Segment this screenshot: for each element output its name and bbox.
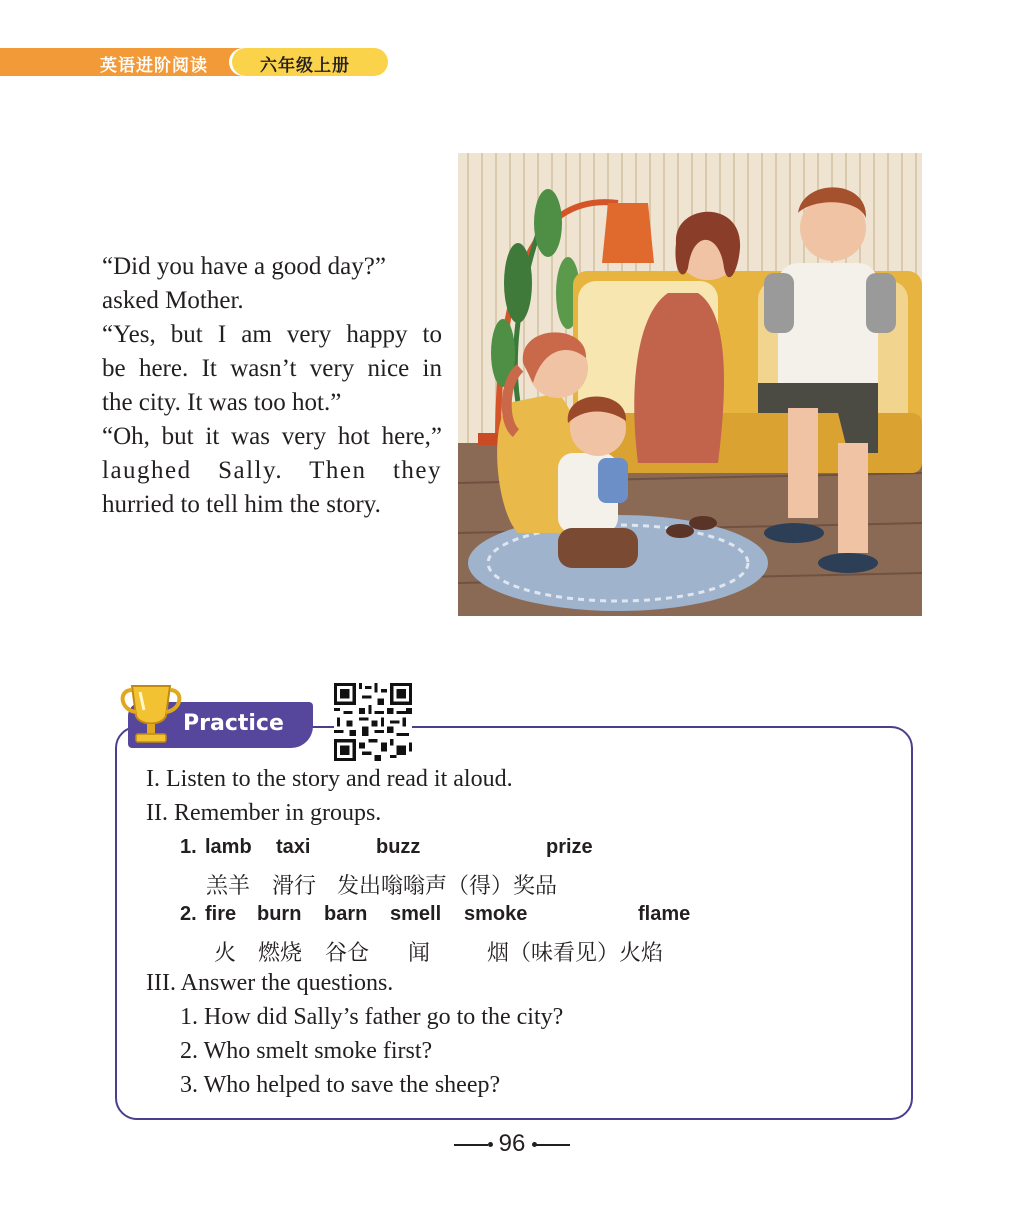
- story-line: “Oh, but it was very hot here,”: [102, 423, 442, 450]
- vocab-meaning: 发出嗡嗡声（得）奖品: [337, 874, 558, 899]
- question-item: 1. How did Sally’s father go to the city?: [180, 1004, 564, 1030]
- vocab-meaning: 烟（味看见）火焰: [487, 941, 664, 966]
- page-number-rule-left: [454, 1144, 488, 1146]
- vocab-word: burn: [257, 903, 302, 925]
- story-line: be here. It wasn’t very nice in: [102, 355, 442, 382]
- vocab-word: prize: [546, 836, 593, 858]
- vocab-word: lamb: [205, 836, 252, 858]
- trophy-icon: [118, 680, 184, 748]
- story-line: “Did you have a good day?”: [102, 253, 386, 280]
- series-title-banner: [0, 48, 260, 76]
- vocab-word: flame: [638, 903, 691, 925]
- vocab-meaning: 羔羊: [206, 874, 251, 899]
- vocab-meaning: 谷仓: [325, 941, 370, 966]
- vocab-word: fire: [205, 903, 237, 925]
- vocab-number: 1.: [180, 836, 197, 858]
- grade-banner: [232, 48, 388, 76]
- story-line: laughed Sally. Then they: [102, 457, 442, 484]
- vocab-meaning: 滑行: [272, 874, 317, 899]
- vocab-word: taxi: [276, 836, 311, 858]
- page-number-rule-right: [536, 1144, 570, 1146]
- page-number: [454, 1130, 570, 1160]
- family-illustration: [458, 153, 922, 616]
- story-line: the city. It was too hot.”: [102, 389, 342, 416]
- story-line: asked Mother.: [102, 287, 244, 314]
- vocab-meaning: 闻: [408, 941, 431, 966]
- question-item: 2. Who smelt smoke first?: [180, 1038, 433, 1064]
- story-line: hurried to tell him the story.: [102, 491, 381, 518]
- story-line: “Yes, but I am very happy to: [102, 321, 442, 348]
- vocab-meaning: 燃烧: [258, 941, 303, 966]
- instruction-answer: III. Answer the questions.: [146, 970, 394, 996]
- vocab-word: smoke: [464, 903, 528, 925]
- page-number-dot-left: [488, 1142, 493, 1147]
- instruction-listen: I. Listen to the story and read it aloud.: [146, 766, 513, 792]
- story-text: [102, 250, 442, 522]
- grade-label: 六年级上册: [260, 56, 350, 76]
- vocab-word: buzz: [376, 836, 421, 858]
- series-title: 英语进阶阅读: [100, 56, 208, 76]
- qr-code-icon[interactable]: [334, 683, 412, 761]
- question-item: 3. Who helped to save the sheep?: [180, 1072, 501, 1098]
- vocab-word: barn: [324, 903, 368, 925]
- page-number-text: 96: [498, 1130, 526, 1157]
- vocab-number: 2.: [180, 903, 197, 925]
- vocab-word: smell: [390, 903, 442, 925]
- instruction-remember: II. Remember in groups.: [146, 800, 382, 826]
- vocab-meaning: 火: [214, 941, 237, 966]
- practice-title: Practice: [183, 711, 284, 736]
